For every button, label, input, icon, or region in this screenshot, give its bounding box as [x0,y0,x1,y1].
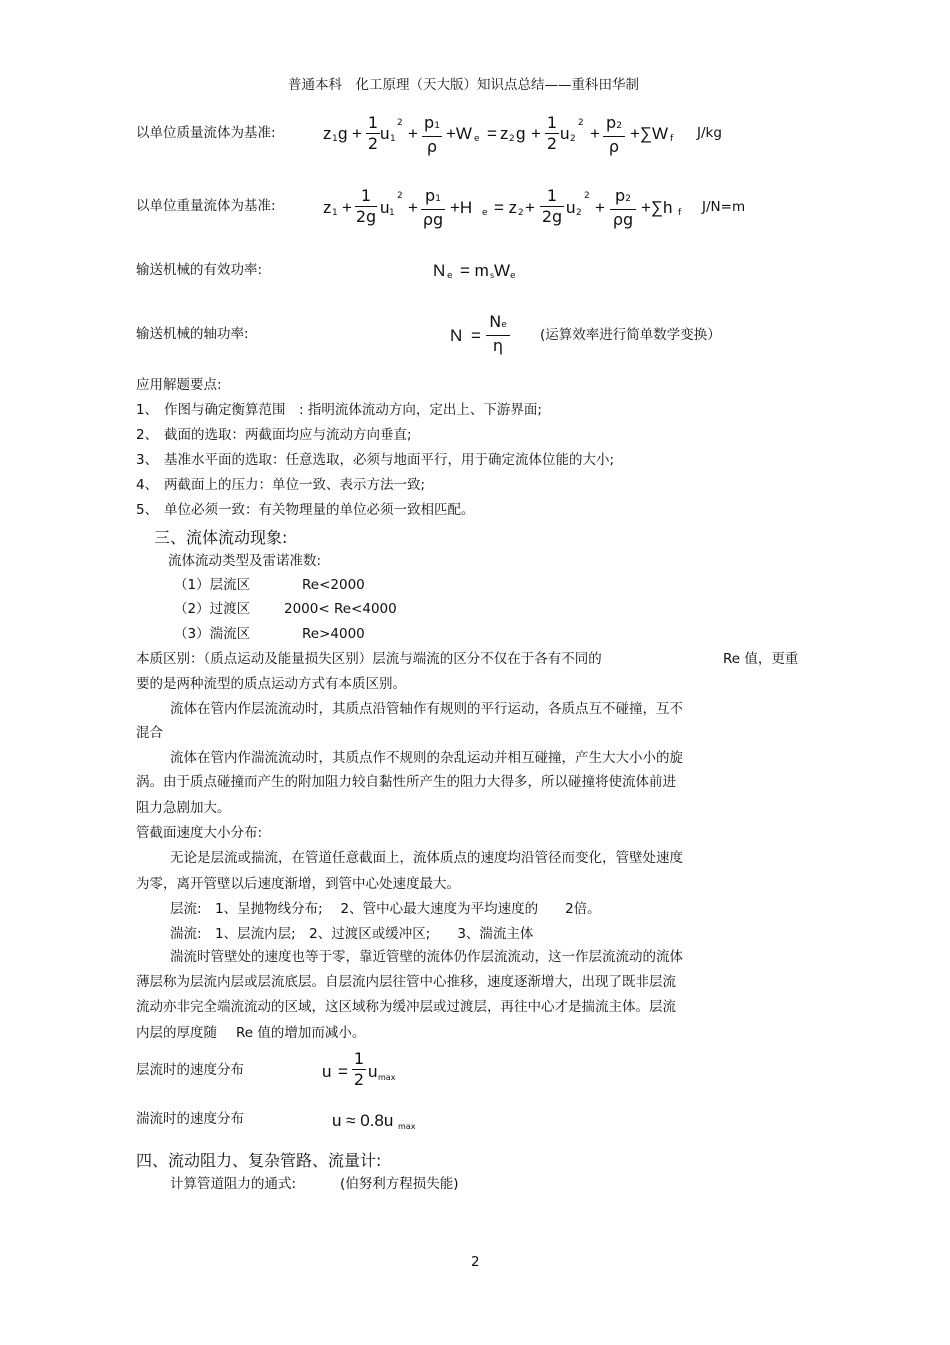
turb-u-approx: u ≈ 0.8u [332,1111,394,1130]
type-3-range: Re>4000 [302,626,365,642]
essence-line-1: 本质区别：（质点运动及能量损失区别）层流与端流的区分不仅在于各有不同的 [136,651,602,667]
eq2-z1: z [323,198,332,217]
eq1-p2-sub: 2 [616,121,622,131]
eq4-num: N [489,312,502,331]
eq1-frac-p1 [422,114,442,156]
layer-line-3: 流动亦非完全端流流动的区域，这区域称为缓冲层或过渡层，再往中心才是揣流主体。层流 [136,999,676,1015]
eq2-plus2: + [408,198,418,217]
page-header: 普通本科 化工原理（天大版）知识点总结——重科田华制 [288,77,639,93]
tip-4-text: 两截面上的压力：单位一致、表示方法一致; [164,477,426,493]
eq4-n: N [450,326,463,345]
eq2-frac-2g-1-num: 1 [360,186,372,205]
section-4-title: 四、流动阻力、复杂管路、流量计: [136,1151,382,1170]
eq4-frac [486,313,510,355]
eq2-he-sub: e [482,208,488,218]
essence-line-1-end: Re 值，更重 [723,651,799,667]
eq1-rho2: ρ [608,137,620,156]
turbulent-velocity-label: 湍流时的速度分布 [136,1111,244,1127]
eq2-p1: p [425,186,436,205]
eq1-p1: p [424,113,435,132]
eq1-u2: u [560,124,570,143]
turb-max-sub: max [398,1122,416,1131]
eq1-g2: g [516,124,526,143]
eq4-equals: = [471,326,481,345]
eq2-p2: p [615,186,626,205]
turbulent-points: 湍流: 1、层流内层; 2、过渡区或缓冲区; 3、湍流主体 [170,926,534,942]
eq2-frac-2g-2 [540,187,564,226]
eq4-num-sub: e [501,320,507,330]
tip-2-text: 截面的选取：两截面均应与流动方向垂直; [164,427,412,443]
eq2-u1-sub: 1 [389,208,395,218]
laminar-line-1: 流体在管内作层流流动时，其质点沿管轴作有规则的平行运动，各质点互不碰撞，互不 [170,701,683,717]
eq3-s-sub: s [490,271,495,280]
lam-max-sub: max [378,1073,396,1082]
eq1-frac-p2 [603,114,625,156]
eq2-label: 以单位重量流体为基准: [136,198,276,214]
eq2-p2-sub: 2 [625,194,631,204]
eq1-half-1-num: 1 [367,113,379,132]
eq1-plus3: + [531,124,541,143]
type-3-name: （3）湍流区 [174,626,251,642]
eq1-equals: = [487,124,497,143]
type-1-name: （1）层流区 [174,577,251,593]
eq1-p1-sub: 1 [434,121,440,131]
eq2-plus3: + [525,198,535,217]
page-number: 2 [471,1254,480,1270]
eq1-half-1 [366,114,380,153]
eq1-wf-sub: f [670,134,674,144]
eq1-half-2-den: 2 [546,134,558,153]
eq3-label: 输送机械的有效功率: [136,262,263,278]
eq2-rhog1: ρg [422,210,444,229]
eq2-u2: u [566,198,576,217]
turbulent-line-2: 涡。由于质点碰撞而产生的附加阻力较自黏性所产生的阻力大得多，所以碰撞将使流体前进 [136,774,676,790]
eq2-plus1: + [342,198,352,217]
eq1-z2: z [500,124,509,143]
eq2-frac-2g-2-num: 1 [546,186,558,205]
eq1-z2-sub: 2 [509,134,515,144]
lam-equals: = [338,1062,348,1081]
eq4-note: (运算效率进行简单数学变换） [540,327,721,343]
eq2-hf-sub: f [678,208,682,218]
eq2-u1: u [380,198,390,217]
eq2-unit: J/N=m [702,199,746,215]
turbulent-line-3: 阻力急剧加大。 [136,800,231,816]
eq3-w: W [494,261,511,280]
eq1-u1: u [380,124,390,143]
eq2-z1-sub: 1 [332,208,338,218]
lam-half-den: 2 [353,1070,365,1089]
eq1-plus4: + [590,124,600,143]
distribution-line-1: 无论是层流或揣流，在管道任意截面上，流体质点的速度均沿管径而变化，管壁处速度 [170,850,683,866]
eq1-p2: p [606,113,617,132]
eq2-p1-sub: 1 [435,194,441,204]
eq2-frac-2g-1-den: 2g [355,207,377,226]
eq2-u2-sup: 2 [584,191,590,201]
eq1-g1: g [338,124,348,143]
eq2-u2-sub: 2 [576,208,582,218]
layer-line-4: 内层的厚度随 [136,1025,217,1041]
resistance-formula-note: (伯努利方程损失能) [340,1176,459,1192]
eq1-plus1: + [352,124,362,143]
eq2-sum-hf: +∑h [641,198,673,217]
eq1-unit: J/kg [697,125,722,141]
layer-line-1: 湍流时管壁处的速度也等于零，靠近管壁的流体仍作层流流动，这一作层流流动的流体 [170,949,683,965]
eq2-equals-z2: = z [494,198,518,217]
eq2-frac-2g-2-den: 2g [541,207,563,226]
eq3-eq-m: = m [460,261,489,280]
lam-umax: u [368,1062,378,1081]
turbulent-line-1: 流体在管内作湍流流动时，其质点作不规则的杂乱运动并相互碰撞，产生大大小小的旋 [170,750,683,766]
eq1-half-2 [545,114,559,153]
eq1-z1: z [323,124,332,143]
laminar-velocity-label: 层流时的速度分布 [136,1062,244,1078]
essence-line-2: 要的是两种流型的质点运动方式有本质区别。 [136,676,406,692]
eq1-we: +W [446,124,472,143]
eq1-u2-sup: 2 [578,118,584,128]
eq1-z1-sub: 1 [332,134,338,144]
velocity-distribution-title: 管截面速度大小分布: [136,825,263,841]
lam-u: u [322,1062,332,1081]
type-2-range: 2000< Re<4000 [284,601,397,617]
eq1-plus2: + [408,124,418,143]
tip-1-text: 作图与确定衡算范围 : 指明流体流动方向，定出上、下游界面; [164,402,542,418]
section-3-title: 三、流体流动现象: [154,528,288,547]
tip-3-text: 基准水平面的选取：任意选取，必须与地面平行，用于确定流体位能的大小; [164,452,615,468]
tip-5-number: 5、 [136,502,159,518]
type-1-range: Re<2000 [302,577,365,593]
tips-title: 应用解题要点: [136,377,222,393]
layer-line-2: 薄层称为层流内层或层流底层。自层流内层往管中心推移，速度逐渐增大，出现了既非层流 [136,974,676,990]
eq1-rho1: ρ [426,137,438,156]
eq1-half-2-num: 1 [546,113,558,132]
eq1-u1-sub: 1 [390,134,396,144]
tip-4-number: 4、 [136,477,159,493]
eq1-u2-sub: 2 [570,134,576,144]
tip-2-number: 2、 [136,427,159,443]
type-2-name: （2）过渡区 [174,601,251,617]
eq2-frac-p2 [610,187,636,229]
layer-line-4-end: Re 值的增加而减小。 [236,1025,366,1041]
eq2-z2-sub: 2 [518,208,524,218]
tip-3-number: 3、 [136,452,159,468]
eq2-plus4: + [595,198,605,217]
flow-types-intro: 流体流动类型及雷诺准数: [168,553,322,569]
eq1-half-1-den: 2 [367,134,379,153]
distribution-line-2: 为零，离开管壁以后速度渐增，到管中心处速度最大。 [136,876,460,892]
eq1-we-sub: e [474,134,480,144]
eq1-u1-sup: 2 [397,118,403,128]
eq2-rhog2: ρg [612,210,634,229]
laminar-line-2: 混合 [136,725,163,741]
eq2-frac-2g-1 [355,187,377,226]
eq1-label: 以单位质量流体为基准: [136,125,276,141]
eq3-n: N [433,261,446,280]
eq2-u1-sup: 2 [397,191,403,201]
tip-1-number: 1、 [136,402,159,418]
lam-half [352,1050,366,1089]
laminar-points: 层流: 1、呈抛物线分布; 2、管中心最大速度为平均速度的 2倍。 [170,901,601,917]
eq1-sum-wf: +∑W [630,124,669,143]
eq3-n-sub: e [447,271,453,281]
eq4-label: 输送机械的轴功率: [136,326,249,342]
tip-5-text: 单位必须一致：有关物理量的单位必须一致相匹配。 [164,502,475,518]
eq3-w-sub: e [510,271,516,281]
lam-half-num: 1 [353,1049,365,1068]
eq4-eta: η [492,336,504,355]
eq2-frac-p1 [421,187,445,229]
resistance-formula-label: 计算管道阻力的通式: [170,1176,297,1192]
eq2-he: +H [450,198,473,217]
